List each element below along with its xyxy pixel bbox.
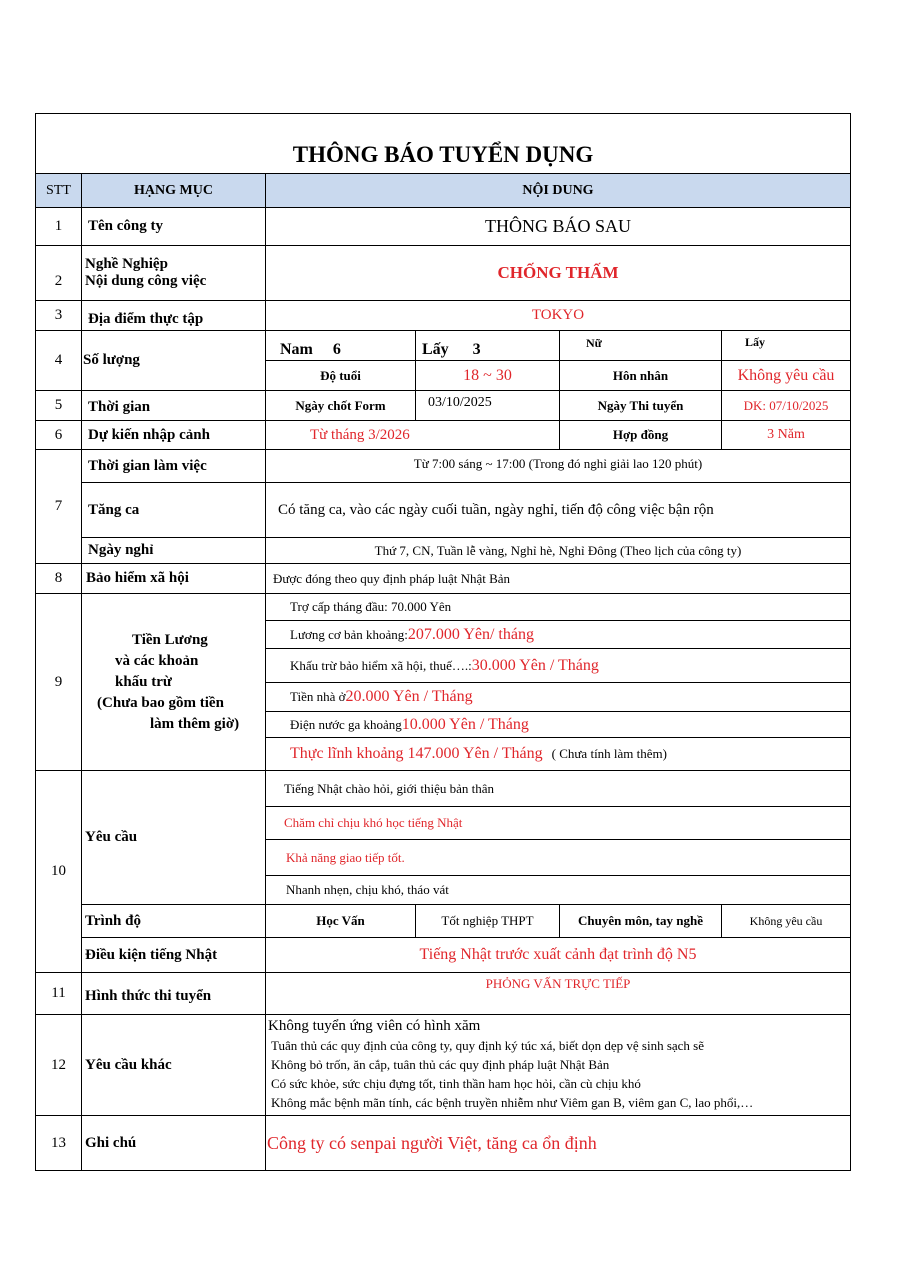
row-number: 13 (36, 1116, 82, 1170)
time-label: Thời gian (82, 391, 266, 421)
job-label-line2: Nội dung công việc (85, 273, 207, 289)
contract-value: 3 Năm (722, 421, 850, 450)
other-requirement-item: Không tuyển ứng viên có hình xăm (268, 1018, 481, 1034)
base-salary-value: 207.000 Yên/ tháng (407, 625, 534, 643)
utilities-value: 10.000 Yên / Tháng (401, 715, 529, 733)
recruitment-notice-table (35, 113, 851, 1171)
quantity-label: Số lượng (82, 331, 266, 391)
days-off-value: Thứ 7, CN, Tuần lễ vàng, Nghỉ hè, Nghỉ Đông (Theo lịch của công ty) (266, 538, 850, 564)
housing-line (266, 683, 850, 712)
company-label: Tên công ty (82, 208, 266, 246)
job-label-line1: Nghề Nghiệp (85, 256, 168, 272)
row-number: 9 (36, 594, 82, 771)
requirement-item: Chăm chỉ chịu khó học tiếng Nhật (266, 807, 850, 840)
exam-format-value: PHỎNG VẤN TRỰC TIẾP (266, 973, 850, 1015)
salary-label-line: Tiền Lương (132, 631, 208, 648)
japanese-level-label: Điều kiện tiếng Nhật (82, 938, 266, 973)
row-number: 11 (36, 973, 82, 1015)
row-number: 6 (36, 421, 82, 450)
take-label: Lấy (422, 340, 449, 358)
notes-value: Công ty có senpai người Việt, tăng ca ổn định (267, 1132, 597, 1153)
net-salary-line (266, 738, 850, 771)
work-hours-label: Thời gian làm việc (82, 450, 266, 483)
base-salary-line (266, 621, 850, 649)
row-number: 10 (36, 771, 82, 973)
salary-label-line: làm thêm giờ) (150, 715, 240, 732)
other-requirement-item: Có sức khỏe, sức chịu đựng tốt, tinh thần ham học hỏi, cần cù chịu khó (271, 1076, 641, 1091)
requirement-item: Khả năng giao tiếp tốt. (266, 840, 850, 876)
deduction-value: 30.000 Yên / Tháng (471, 656, 599, 674)
insurance-label: Bảo hiểm xã hội (82, 564, 266, 594)
deduction-prefix: Khấu trừ bảo hiểm xã hội, thuế….: (290, 657, 472, 673)
allowance-value: Trợ cấp tháng đầu: 70.000 Yên (266, 594, 850, 621)
form-deadline-value: 03/10/2025 (416, 391, 560, 421)
row-number: 4 (36, 331, 82, 391)
row-number: 7 (36, 450, 82, 564)
salary-label (82, 594, 266, 771)
salary-label-line: (Chưa bao gồm tiền (97, 694, 224, 711)
row-number: 12 (36, 1015, 82, 1116)
header-content: NỘI DUNG (266, 174, 850, 208)
male-count-cell (266, 331, 416, 361)
housing-value: 20.000 Yên / Tháng (345, 688, 473, 705)
row-number: 1 (36, 208, 82, 246)
male-take-cell (416, 331, 560, 361)
form-deadline-label: Ngày chốt Form (266, 391, 416, 421)
row-number: 3 (36, 301, 82, 331)
entry-value: Từ tháng 3/2026 (266, 421, 560, 450)
company-value: THÔNG BÁO SAU (266, 208, 850, 246)
utilities-line (266, 712, 850, 738)
entry-label: Dự kiến nhập cảnh (82, 421, 266, 450)
insurance-value: Được đóng theo quy định pháp luật Nhật Bản (266, 564, 850, 594)
exam-date-value: DK: 07/10/2025 (722, 391, 850, 421)
male-label: Nam (280, 340, 313, 358)
age-value: 18 ~ 30 (416, 361, 560, 391)
notes-label: Ghi chú (82, 1116, 266, 1170)
row-number: 5 (36, 391, 82, 421)
housing-prefix: Tiền nhà ở (290, 689, 346, 704)
other-requirements-list (266, 1015, 850, 1116)
utilities-prefix: Điện nước ga khoảng (290, 716, 402, 732)
take-value: 3 (472, 340, 481, 358)
requirements-label: Yêu cầu (82, 771, 266, 905)
exam-format-label: Hình thức thi tuyển (82, 973, 266, 1015)
education-value: Tốt nghiệp THPT (416, 905, 560, 938)
row-number: 8 (36, 564, 82, 594)
male-value: 6 (332, 340, 341, 358)
location-label: Địa điểm thực tập (82, 301, 266, 331)
requirement-item: Nhanh nhẹn, chịu khó, tháo vát (266, 876, 850, 905)
other-requirement-item: Không bỏ trốn, ăn cắp, tuân thủ các quy định pháp luật Nhật Bản (271, 1057, 610, 1072)
salary-label-line: khấu trừ (115, 673, 172, 690)
skill-value: Không yêu cầu (722, 905, 850, 938)
other-requirements-label: Yêu cầu khác (82, 1015, 266, 1116)
row-number: 2 (36, 246, 82, 301)
days-off-label: Ngày nghỉ (82, 538, 266, 564)
level-label: Trình độ (82, 905, 266, 938)
header-stt: STT (36, 174, 82, 208)
marital-value: Không yêu cầu (722, 361, 850, 391)
contract-label: Hợp đồng (560, 421, 722, 450)
header-category: HẠNG MỤC (82, 174, 266, 208)
skill-label: Chuyên môn, tay nghề (560, 905, 722, 938)
base-salary-prefix: Lương cơ bản khoảng: (290, 626, 408, 642)
female-take-label: Lấy (722, 331, 850, 361)
salary-label-line: và các khoản (115, 652, 199, 669)
work-hours-value: Từ 7:00 sáng ~ 17:00 (Trong đó nghỉ giải lao 120 phút) (266, 450, 850, 483)
japanese-level-value: Tiếng Nhật trước xuất cảnh đạt trình độ N5 (266, 938, 850, 973)
net-salary-note: ( Chưa tính làm thêm) (551, 746, 667, 761)
job-label (82, 246, 266, 301)
exam-date-label: Ngày Thi tuyển (560, 391, 722, 421)
age-label: Độ tuổi (266, 361, 416, 391)
notice-title: THÔNG BÁO TUYỂN DỤNG (36, 114, 850, 174)
deduction-line (266, 649, 850, 683)
marital-label: Hôn nhân (560, 361, 722, 391)
overtime-value: Có tăng ca, vào các ngày cuối tuần, ngày nghỉ, tiến độ công việc bận rộn (266, 483, 850, 538)
overtime-label: Tăng ca (82, 483, 266, 538)
requirement-item: Tiếng Nhật chào hỏi, giới thiệu bản thân (266, 771, 850, 807)
other-requirement-item: Tuân thủ các quy định của công ty, quy định ký túc xá, biết dọn dẹp vệ sinh sạch sẽ (271, 1038, 705, 1053)
female-label: Nữ (560, 331, 722, 361)
net-salary-value: Thực lĩnh khoảng 147.000 Yên / Tháng (290, 745, 543, 762)
job-value: CHỐNG THẤM (266, 246, 850, 301)
location-value: TOKYO (266, 301, 850, 331)
other-requirement-item: Không mắc bệnh mãn tính, các bệnh truyền nhiễm như Viêm gan B, viêm gan C, lao phổi,… (271, 1095, 754, 1110)
education-label: Học Vấn (266, 905, 416, 938)
